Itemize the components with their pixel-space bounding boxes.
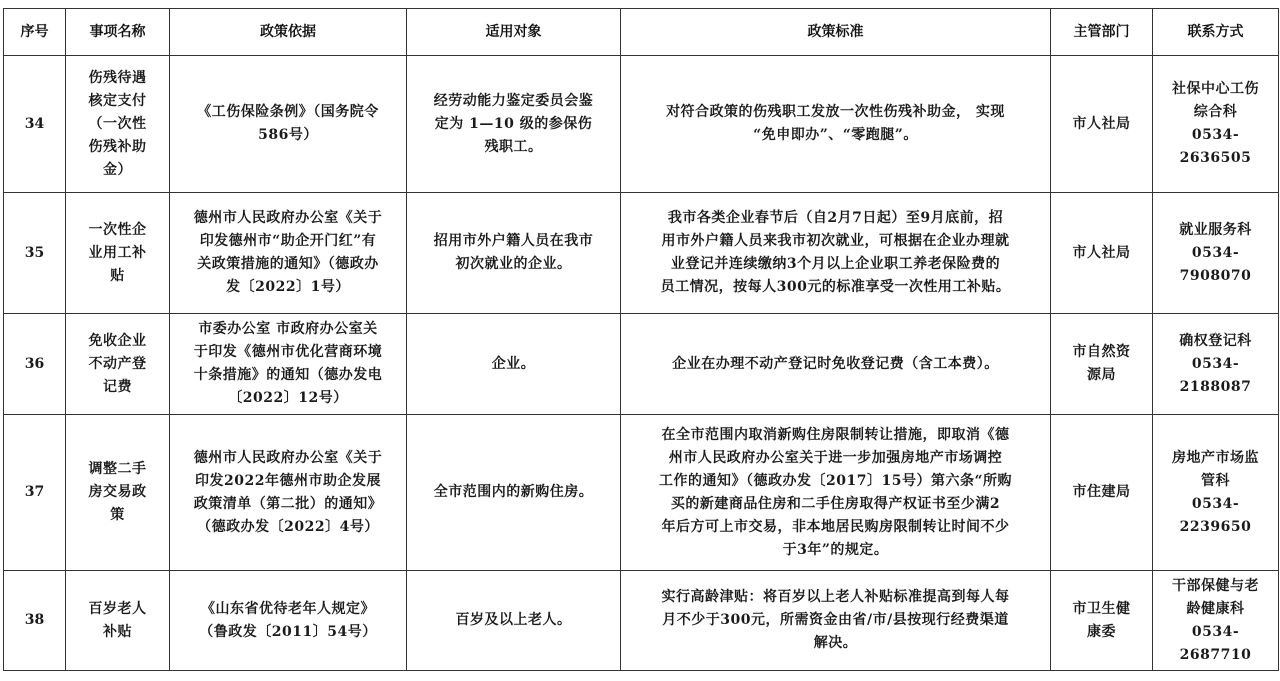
cell-dept bbox=[1051, 415, 1153, 571]
cell-standard-text: 实行高龄津贴：将百岁以上老人补贴标准提高到每人每 月不少于300元，所需资金由省/市/县按现行经费渠道 解决。 bbox=[661, 589, 1010, 651]
cell-dept-text: 市人社局 bbox=[1072, 115, 1131, 132]
cell-no-text: 38 bbox=[24, 612, 45, 628]
cell-target bbox=[407, 56, 621, 193]
cell-standard bbox=[621, 56, 1051, 193]
cell-contact bbox=[1153, 571, 1279, 671]
cell-standard bbox=[621, 314, 1051, 415]
header-contact: 联系方式 bbox=[1153, 9, 1279, 56]
table-row bbox=[4, 56, 1279, 193]
cell-dept-text: 市自然资 源局 bbox=[1072, 344, 1131, 383]
cell-standard bbox=[621, 571, 1051, 671]
cell-target-text: 全市范围内的新购住房。 bbox=[433, 484, 594, 500]
cell-standard-text: 企业在办理不动产登记时免收登记费（含工本费）。 bbox=[672, 355, 999, 372]
cell-name bbox=[66, 56, 170, 193]
cell-name bbox=[66, 314, 170, 415]
cell-contact bbox=[1153, 415, 1279, 571]
cell-target-text: 企业。 bbox=[491, 355, 536, 372]
cell-target-text: 招用市外户籍人员在我市 初次就业的企业。 bbox=[433, 233, 594, 272]
cell-target bbox=[407, 193, 621, 314]
table-row bbox=[4, 571, 1279, 671]
cell-contact-text: 社保中心工伤 综合科 0534-2636505 bbox=[1172, 81, 1259, 166]
cell-dept-text: 市人社局 bbox=[1072, 244, 1131, 261]
cell-no-text: 35 bbox=[24, 244, 45, 261]
cell-standard-text: 在全市范围内取消新购住房限制转让措施，即取消《德 州市人民政府办公室关于进一步加强房地产市场调控 工作的通知》（德政办发〔2017〕15号）第六条“所购 买的新建商品住房和二手住房取得产权证书至少满2 年后方可上市交易，非本地居民购房限制转让时间不少 于3年”的规定。 bbox=[659, 426, 1012, 558]
table-row bbox=[4, 415, 1279, 571]
cell-no bbox=[4, 571, 66, 671]
cell-basis-text: 市委办公室 市政府办公室关 于印发《德州市优化营商环境 十条措施》的通知（德办发电 〔2022〕12号） bbox=[193, 321, 383, 406]
cell-name-text: 调整二手 房交易政 策 bbox=[88, 461, 147, 523]
cell-standard-text: 对符合政策的伤残职工发放一次性伤残补助金， 实现 “免申即办”、“零跑腿”。 bbox=[666, 104, 1005, 143]
cell-basis-text: 德州市人民政府办公室《关于 印发德州市“助企开门红”有 关政策措施的通知》（德政办 发〔2022〕1号） bbox=[193, 210, 383, 295]
cell-contact-text: 确权登记科 0534-2188087 bbox=[1179, 332, 1252, 395]
cell-basis-text: 《山东省优待老年人规定》 （鲁政发〔2011〕54号） bbox=[199, 600, 377, 640]
table-row bbox=[4, 314, 1279, 415]
cell-target bbox=[407, 571, 621, 671]
cell-basis-text: 德州市人民政府办公室《关于 印发2022年德州市助企发展 政策清单（第二批）的通知》 （德政办发〔2022〕4号） bbox=[193, 449, 383, 535]
cell-no bbox=[4, 193, 66, 314]
cell-dept-text: 市卫生健 康委 bbox=[1072, 600, 1131, 640]
cell-standard bbox=[621, 193, 1051, 314]
cell-name bbox=[66, 571, 170, 671]
cell-contact-text: 房地产市场监 管科 0534-2239650 bbox=[1172, 449, 1259, 535]
cell-no-text: 34 bbox=[24, 115, 45, 132]
cell-name bbox=[66, 193, 170, 314]
cell-no bbox=[4, 56, 66, 193]
cell-name bbox=[66, 415, 170, 571]
header-dept: 主管部门 bbox=[1051, 9, 1153, 56]
cell-basis bbox=[170, 415, 407, 571]
cell-contact-text: 干部保健与老 龄健康科 0534- 2687710 bbox=[1172, 577, 1259, 663]
header-name: 事项名称 bbox=[66, 9, 170, 56]
cell-basis bbox=[170, 571, 407, 671]
table-header-row bbox=[4, 9, 1279, 56]
cell-no bbox=[4, 415, 66, 571]
cell-dept bbox=[1051, 193, 1153, 314]
cell-name-text: 伤残待遇 核定支付 （一次性 伤残补助 金） bbox=[88, 69, 147, 178]
cell-dept bbox=[1051, 56, 1153, 193]
cell-target-text: 经劳动能力鉴定委员会鉴 定为 1—10 级的参保伤 残职工。 bbox=[433, 92, 594, 155]
cell-basis bbox=[170, 314, 407, 415]
cell-dept bbox=[1051, 314, 1153, 415]
cell-target bbox=[407, 415, 621, 571]
cell-standard-text: 我市各类企业春节后（自2月7日起）至9月底前，招 用市外户籍人员来我市初次就业，可根据在企业办理就 业登记并连续缴纳3个月以上企业职工养老保险费的 员工情况，按每人300元的标准享受一次性用工补贴。 bbox=[660, 210, 1011, 295]
header-target: 适用对象 bbox=[407, 9, 621, 56]
cell-no-text: 36 bbox=[24, 355, 45, 372]
header-no: 序号 bbox=[4, 9, 66, 56]
cell-no-text: 37 bbox=[24, 484, 45, 500]
cell-target bbox=[407, 314, 621, 415]
cell-name-text: 百岁老人 补贴 bbox=[88, 600, 147, 640]
cell-contact bbox=[1153, 314, 1279, 415]
cell-name-text: 免收企业 不动产登 记费 bbox=[88, 332, 147, 395]
table-row bbox=[4, 193, 1279, 314]
cell-standard bbox=[621, 415, 1051, 571]
policy-table bbox=[3, 8, 1279, 671]
cell-contact-text: 就业服务科 0534-7908070 bbox=[1179, 221, 1252, 284]
cell-dept-text: 市住建局 bbox=[1072, 484, 1131, 500]
cell-basis bbox=[170, 193, 407, 314]
header-standard: 政策标准 bbox=[621, 9, 1051, 56]
cell-basis bbox=[170, 56, 407, 193]
header-basis: 政策依据 bbox=[170, 9, 407, 56]
cell-no bbox=[4, 314, 66, 415]
cell-contact bbox=[1153, 193, 1279, 314]
cell-target-text: 百岁及以上老人。 bbox=[455, 612, 572, 628]
cell-contact bbox=[1153, 56, 1279, 193]
cell-basis-text: 《工伤保险条例》（国务院令 586号） bbox=[197, 104, 379, 143]
cell-name-text: 一次性企 业用工补 贴 bbox=[88, 221, 147, 284]
cell-dept bbox=[1051, 571, 1153, 671]
